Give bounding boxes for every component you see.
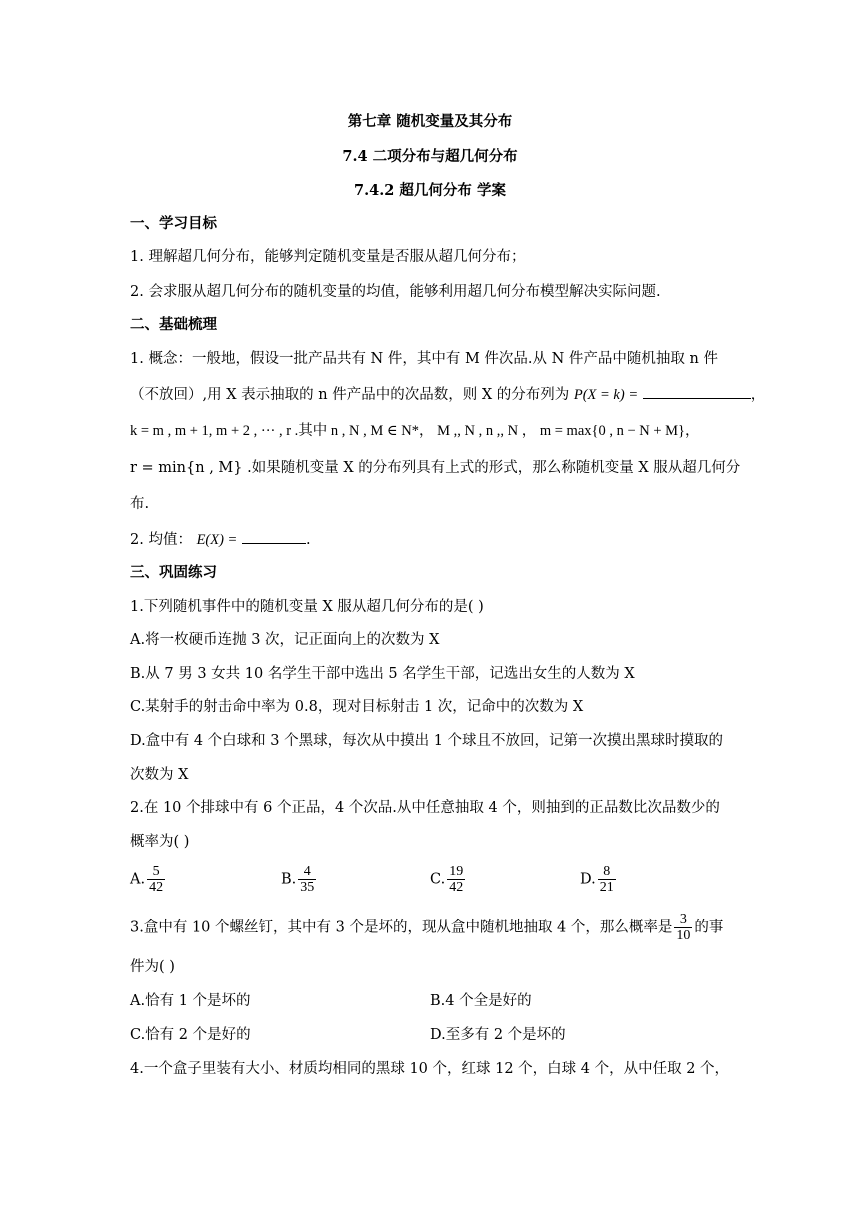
q2-option-d: D. $\frac{8}{21}$	[580, 864, 614, 895]
q1-stem: 1.下列随机事件中的随机变量 X 服从超几何分布的是( )	[130, 599, 484, 615]
mean-formula: E(X) =	[196, 532, 238, 548]
objective-2: 2. 会求服从超几何分布的随机变量的均值，能够利用超几何分布模型解决实际问题.	[130, 284, 661, 300]
mean-blank[interactable]	[242, 529, 306, 544]
mean-line: 2. 均值： E(X) = .	[130, 529, 730, 550]
heading-objectives: 一、学习目标	[130, 215, 217, 232]
q1-option-b: B.从 7 男 3 女共 10 名学生干部中选出 5 名学生干部，记选出女生的人数为 X	[130, 666, 635, 682]
q2-option-c: C. $\frac{19}{42}$	[430, 864, 464, 895]
q3-option-a: A.恰有 1 个是坏的	[130, 993, 251, 1009]
pmf-formula: P(X = k) =	[573, 387, 639, 403]
q1-option-d-line1: D.盒中有 4 个白球和 3 个黑球，每次从中摸出 1 个球且不放回，记第一次摸出黑球时摸取的	[130, 733, 724, 749]
concept-line-3: k = m , m + 1, m + 2 , ··· , r .其中 n , N , M ∈ N*， M ,, N , n ,, N ， m = max{0 , n − N + M}，	[130, 423, 700, 439]
pmf-blank[interactable]	[643, 384, 751, 399]
q2-option-a: A. $\frac{5}{42}$	[130, 864, 164, 895]
q2-fraction-c: $\frac{19}{42}$	[449, 864, 464, 895]
heading-exercises: 三、巩固练习	[130, 564, 217, 581]
concept-line-2: （不放回）,用 X 表示抽取的 n 件产品中的次品数，则 X 的分布列为 P(X = k) = ，	[130, 384, 730, 405]
q2-fraction-a: $\frac{5}{42}$	[149, 864, 164, 895]
q3-probability-fraction: $\frac{3}{10}$	[676, 912, 691, 943]
concept-line-1: 1. 概念：一般地，假设一批产品共有 N 件，其中有 M 件次品.从 N 件产品中随机抽取 n 件	[130, 351, 718, 367]
q2-fraction-d: $\frac{8}{21}$	[599, 864, 614, 895]
heading-basics: 二、基础梳理	[130, 316, 217, 333]
mean-label: 2. 均值：	[130, 532, 192, 548]
concept-line-5: 布.	[130, 496, 150, 512]
chapter-title: 第七章 随机变量及其分布	[347, 113, 513, 130]
subsection-title: 7.4.2 超几何分布 学案	[354, 182, 506, 199]
q2-option-b: B. $\frac{4}{35}$	[281, 864, 315, 895]
q3-option-d: D.至多有 2 个是坏的	[430, 1027, 566, 1043]
concept-line-4: r = min{n , M} .如果随机变量 X 的分布列具有上式的形式，那么称随机变量 X 服从超几何分	[130, 460, 741, 476]
q3-stem-line1: 3.盒中有 10 个螺丝钉，其中有 3 个是坏的，现从盒中随机地抽取 4 个，那么概率是 $\frac{3}{10}$ 的事	[130, 912, 724, 943]
q2-stem-line1: 2.在 10 个排球中有 6 个正品，4 个次品.从中任意抽取 4 个，则抽到的正品数比次品数少的	[130, 800, 720, 816]
section-title: 7.4 二项分布与超几何分布	[342, 148, 518, 165]
concept-line-2-text: （不放回）,用 X 表示抽取的 n 件产品中的次品数，则 X 的分布列为	[130, 387, 570, 403]
q4-stem-line1: 4.一个盒子里装有大小、材质均相同的黑球 10 个，红球 12 个，白球 4 个，从中任取 2 个，	[130, 1061, 730, 1077]
q1-option-a: A.将一枚硬币连抛 3 次，记正面向上的次数为 X	[130, 632, 440, 648]
q3-option-c: C.恰有 2 个是好的	[130, 1027, 251, 1043]
q3-stem-line2: 件为( )	[130, 959, 175, 975]
q2-stem-line2: 概率为( )	[130, 834, 190, 850]
q1-option-d-line2: 次数为 X	[130, 767, 189, 783]
q1-option-c: C.某射手的射击命中率为 0.8，现对目标射击 1 次，记命中的次数为 X	[130, 699, 584, 715]
objective-1: 1. 理解超几何分布，能够判定随机变量是否服从超几何分布；	[130, 249, 526, 265]
q2-fraction-b: $\frac{4}{35}$	[300, 864, 315, 895]
q3-option-b: B.4 个全是好的	[430, 993, 532, 1009]
